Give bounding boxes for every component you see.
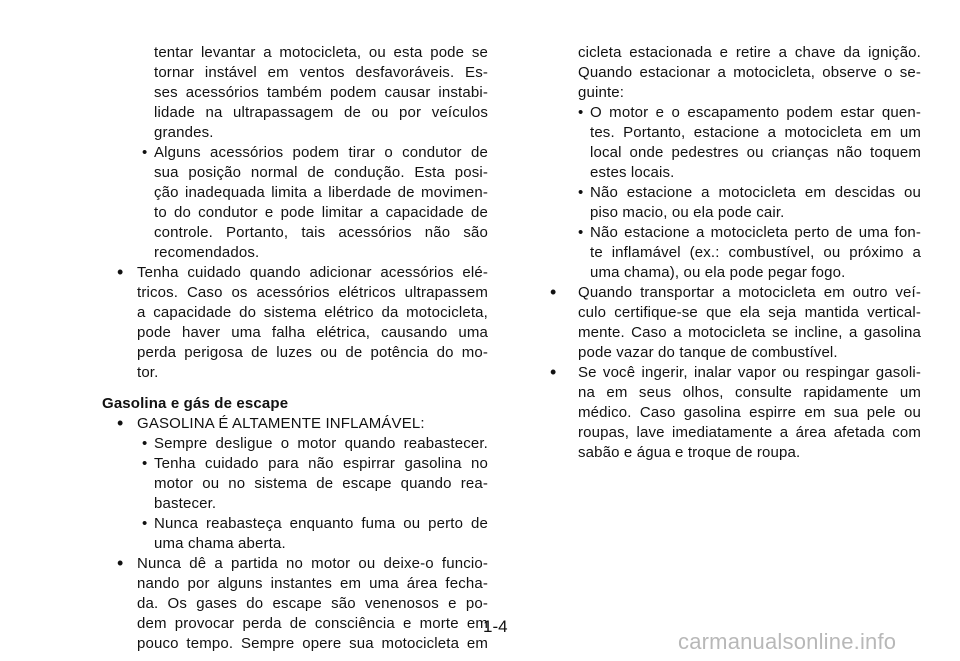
text-line: Tenha cuidado quando adicionar acessórios elé- — [137, 264, 488, 281]
text-line: Nunca reabasteça enquanto fuma ou perto de — [154, 515, 488, 532]
text-line: to do condutor e pode limitar a capacidade de — [154, 204, 488, 221]
text-line: tor. — [137, 364, 159, 381]
page-number: 1-4 — [483, 617, 508, 636]
text-line: tes. Portanto, estacione a motocicleta em um — [590, 124, 921, 141]
text-line: Não estacione a motocicleta perto de uma fon- — [590, 224, 921, 241]
text-line: bastecer. — [154, 495, 217, 512]
text-line: dem provocar perda de consciência e morte em — [137, 615, 488, 632]
text-line: perda perigosa de luzes ou de potência do mo- — [137, 344, 488, 361]
text-line: Sempre desligue o motor quando reabastecer. — [154, 435, 488, 452]
right-column — [480, 0, 960, 661]
section-heading: Gasolina e gás de escape — [102, 395, 289, 412]
text-line: GASOLINA É ALTAMENTE INFLAMÁVEL: — [137, 415, 425, 432]
text-line: uma chama aberta. — [154, 535, 286, 552]
text-line: mente. Caso a motocicleta se incline, a gasolina — [578, 324, 921, 341]
text-line: na em seus olhos, consulte rapidamente um — [578, 384, 921, 401]
text-line: pode vazar do tanque de combustível. — [578, 344, 838, 361]
text-line: local onde pedestres ou crianças não toquem — [590, 144, 921, 161]
bullet-icon: • — [117, 553, 124, 573]
text-line: Alguns acessórios podem tirar o condutor de — [154, 144, 488, 161]
text-line: O motor e o escapamento podem estar quen- — [590, 104, 921, 121]
text-line: tornar instável em ventos desfavoráveis. Es- — [154, 64, 488, 81]
text-line: sua posição normal de condução. Esta posi- — [154, 164, 488, 181]
sub-bullet-icon: • — [142, 144, 148, 161]
sub-bullet-icon: • — [578, 224, 584, 241]
text-line: médico. Caso gasolina espirre em sua pele ou — [578, 404, 921, 421]
text-line: a capacidade do sistema elétrico da motocicleta, — [137, 304, 488, 321]
text-line: uma chama), ou ela pode pegar fogo. — [590, 264, 846, 281]
text-line: sabão e água e troque de roupa. — [578, 444, 801, 461]
text-line: estes locais. — [590, 164, 675, 181]
text-line: Quando transportar a motocicleta em outro veí- — [578, 284, 921, 301]
text-line: roupas, lave imediatamente a área afetada com — [578, 424, 921, 441]
text-line: pode haver uma falha elétrica, causando uma — [137, 324, 488, 341]
text-line: nando por alguns instantes em uma área fecha- — [137, 575, 488, 592]
text-line: lidade na ultrapassagem de ou por veículos — [154, 104, 488, 121]
sub-bullet-icon: • — [142, 455, 148, 472]
text-line: Se você ingerir, inalar vapor ou respingar gasoli- — [578, 364, 921, 381]
bullet-icon: • — [550, 282, 557, 302]
text-line: tentar levantar a motocicleta, ou esta pode se — [154, 44, 488, 61]
sub-bullet-icon: • — [142, 515, 148, 532]
sub-bullet-icon: • — [142, 435, 148, 452]
text-line: recomendados. — [154, 244, 260, 261]
watermark: carmanualsonline.info — [678, 629, 897, 654]
text-line: ses acessórios também podem causar instabi- — [154, 84, 488, 101]
text-line: culo certifique-se que ela seja mantida vertical- — [578, 304, 921, 321]
text-line: Quando estacionar a motocicleta, observe o se- — [578, 64, 921, 81]
bullet-icon: • — [117, 262, 124, 282]
text-line: controle. Portanto, tais acessórios não são — [154, 224, 488, 241]
text-line: ção inadequada limita a liberdade de movimen- — [154, 184, 488, 201]
text-line: Nunca dê a partida no motor ou deixe-o funcio- — [137, 555, 488, 572]
sub-bullet-icon: • — [578, 184, 584, 201]
bullet-icon: • — [550, 362, 557, 382]
text-line: piso macio, ou ela pode cair. — [590, 204, 785, 221]
text-line: guinte: — [578, 84, 625, 101]
bullet-icon: • — [117, 413, 124, 433]
text-line: Não estacione a motocicleta em descidas ou — [590, 184, 921, 201]
text-line: cicleta estacionada e retire a chave da ignição. — [578, 44, 921, 61]
text-line: grandes. — [154, 124, 214, 141]
text-line: pouco tempo. Sempre opere sua motocicleta em — [137, 635, 488, 652]
text-line: te inflamável (ex.: combustível, ou próximo a — [590, 244, 921, 261]
text-line: tricos. Caso os acessórios elétricos ultrapassem — [137, 284, 488, 301]
text-line: da. Os gases do escape são venenosos e po- — [137, 595, 488, 612]
text-line: Tenha cuidado para não espirrar gasolina no — [154, 455, 488, 472]
text-line: motor ou no sistema de escape quando rea- — [154, 475, 488, 492]
sub-bullet-icon: • — [578, 104, 584, 121]
